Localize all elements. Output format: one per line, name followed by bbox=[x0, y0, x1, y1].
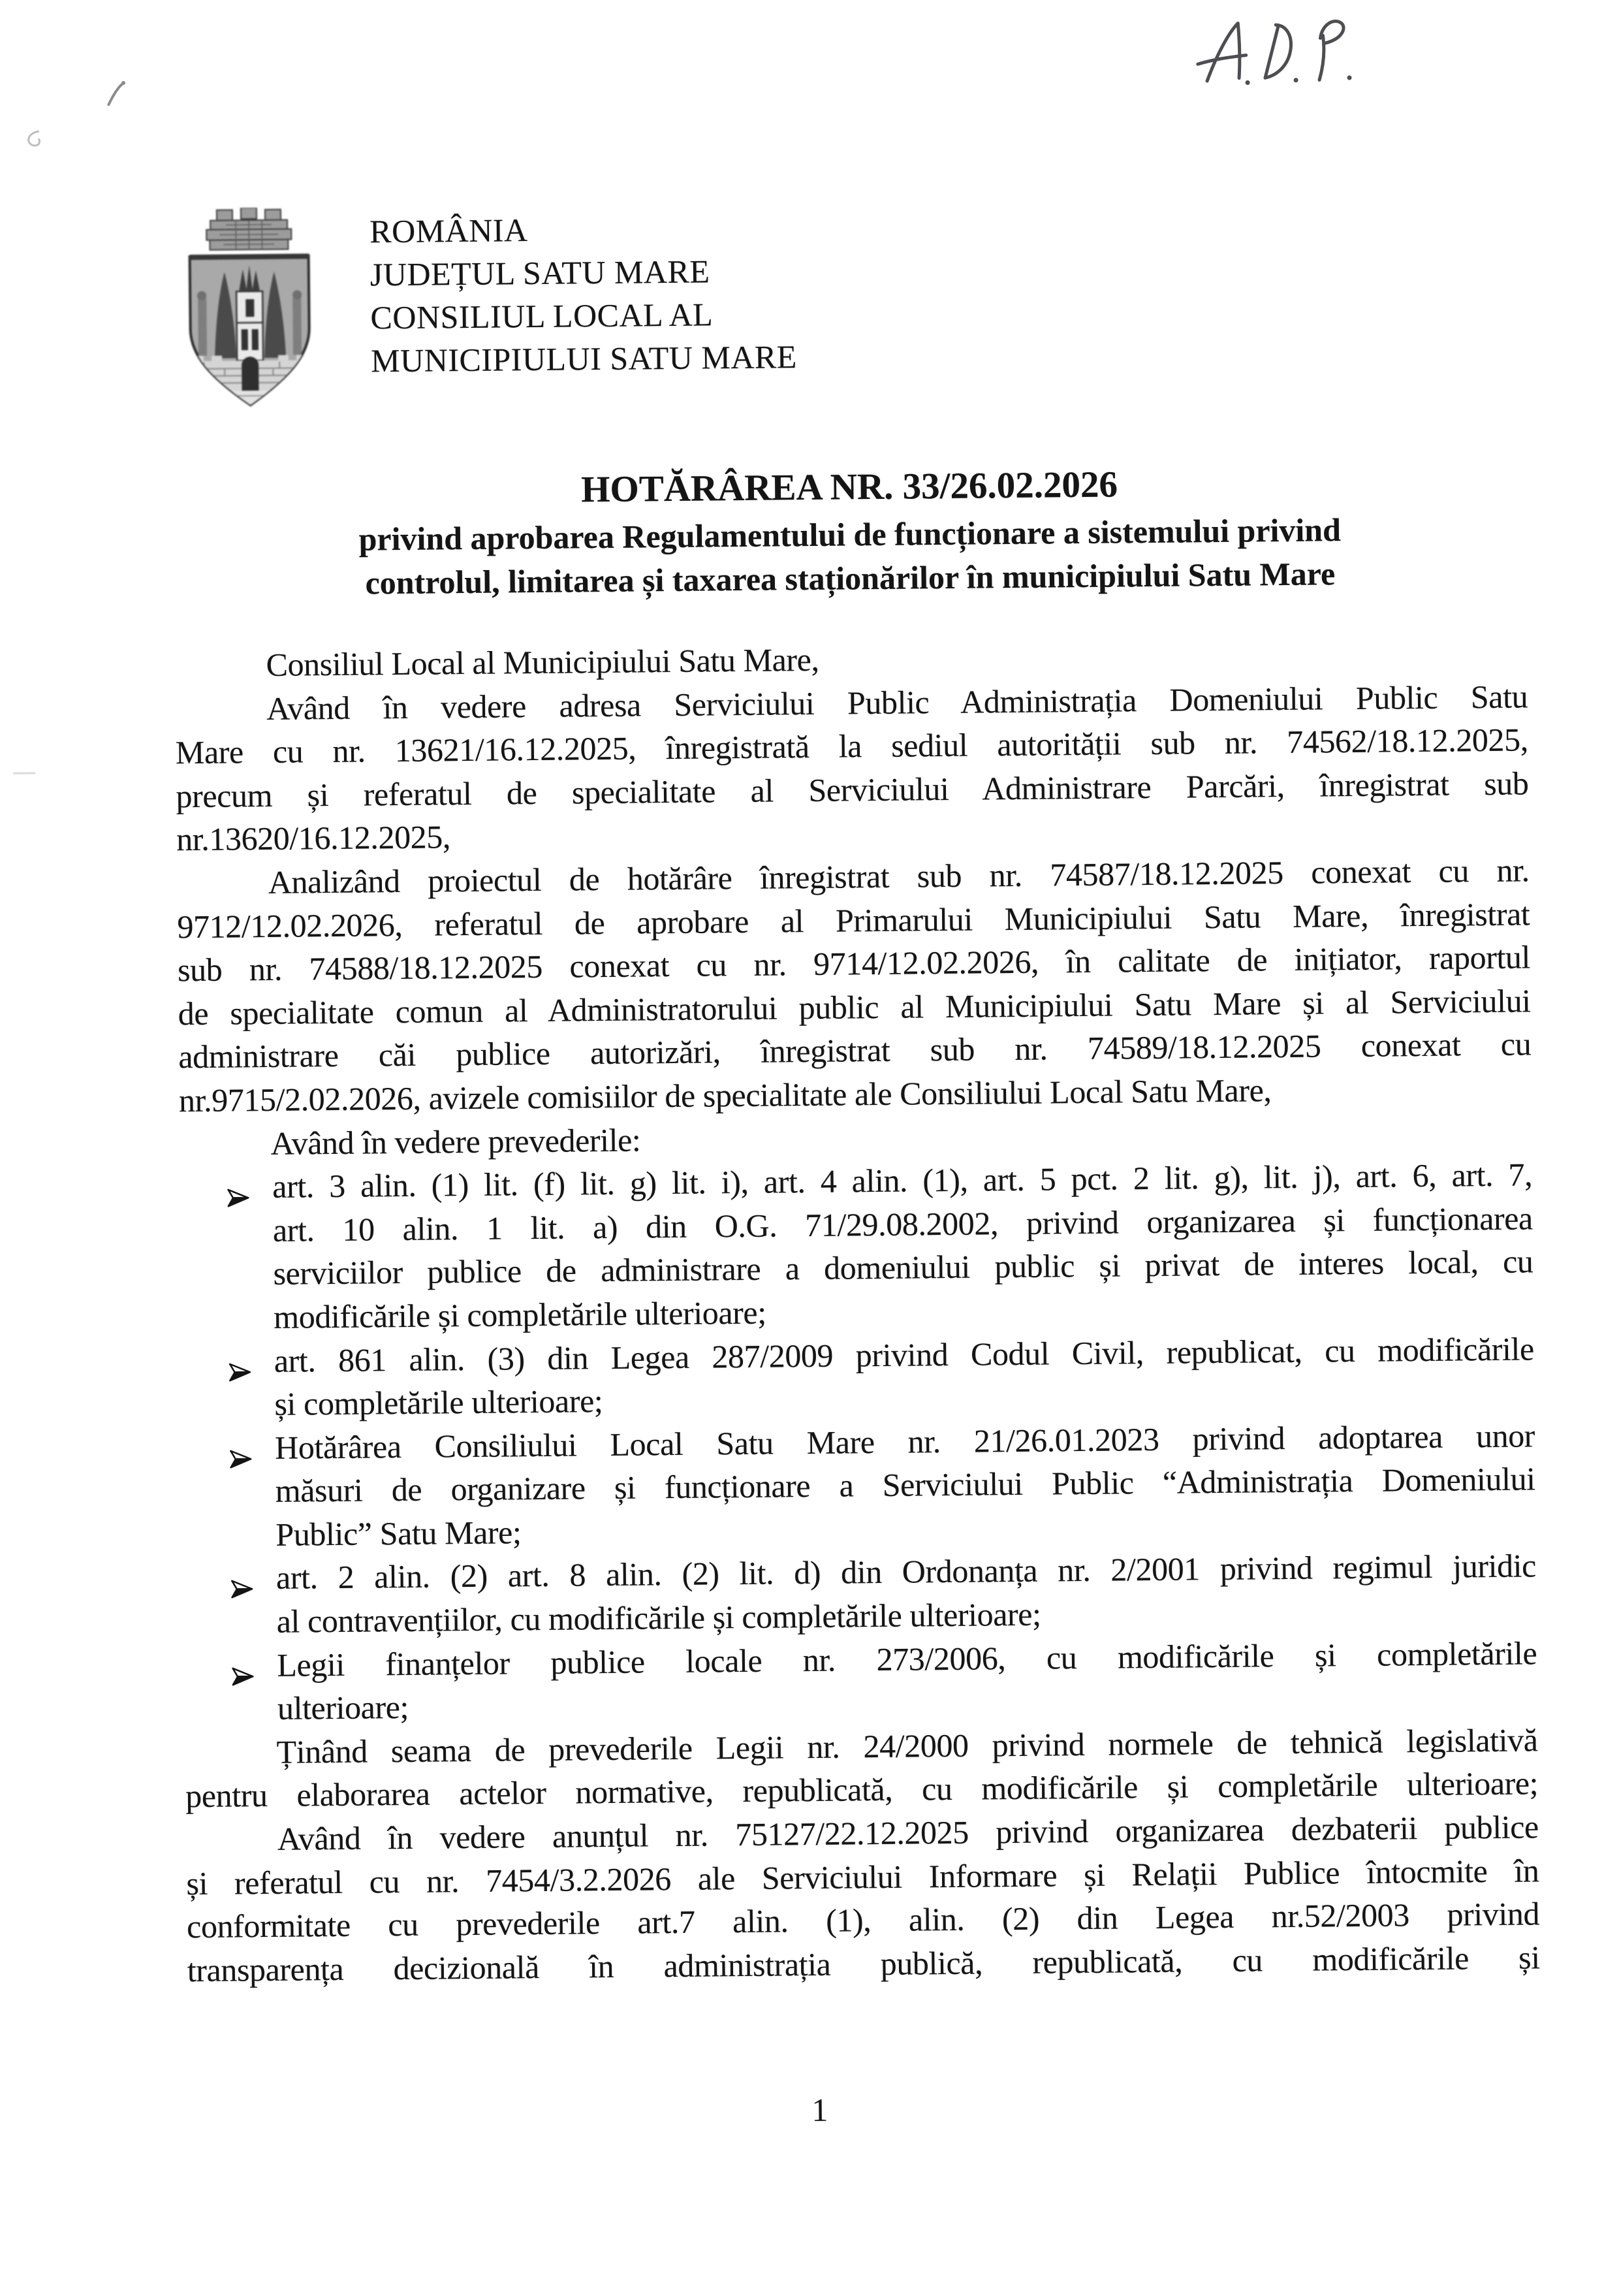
document-title: HOTĂRÂREA NR. 33/26.02.2026 bbox=[173, 458, 1526, 517]
pen-mark-icon bbox=[103, 80, 129, 108]
body-line: serviciilor publice de administrare a domeniului public și privat de interes local, cu bbox=[180, 1240, 1533, 1296]
list-item: art. 2 alin. (2) art. 8 alin. (2) lit. d) din Ordonanța nr. 2/2001 privind regimul juridic bbox=[183, 1544, 1537, 1601]
body-line: nr.9715/2.02.2026, avizele comisiilor de specialitate ale Consiliului Local Satu Mare, bbox=[179, 1066, 1532, 1122]
arrow-bullet-icon bbox=[225, 1175, 250, 1196]
arrow-bullet-icon bbox=[229, 1567, 254, 1588]
body-line: modificările și completările ulterioare; bbox=[181, 1283, 1534, 1339]
body-line: Consiliul Local al Municipiului Satu Mare, bbox=[174, 631, 1528, 687]
arrow-bullet-icon bbox=[227, 1350, 252, 1371]
body-line: Ținând seama de prevederile Legii nr. 24/2000 privind normele de tehnică legislativă bbox=[185, 1718, 1538, 1774]
body-line: măsuri de organizare și funcționare a Serviciului Public “Administrația Domeniului bbox=[182, 1458, 1535, 1514]
header-line-county: JUDEȚUL SATU MARE bbox=[370, 249, 796, 296]
arrow-bullet-icon bbox=[228, 1437, 253, 1458]
body-line: administrare căi publice autorizări, înregistrat sub nr. 74589/18.12.2025 conexat cu bbox=[178, 1023, 1532, 1079]
list-item: art. 3 alin. (1) lit. (f) lit. g) lit. i), art. 4 alin. (1), art. 5 pct. 2 lit. g), lit. j), art. 6, art. 7, bbox=[180, 1153, 1533, 1209]
scan-artifact bbox=[13, 770, 37, 776]
document-subtitle bbox=[173, 506, 1526, 607]
subtitle-line-2: controlul, limitarea și taxarea staționărilor în municipiului Satu Mare bbox=[174, 550, 1527, 607]
body-line: nr.13620/16.12.2025, bbox=[176, 805, 1530, 861]
body-line: ulterioare; bbox=[185, 1675, 1538, 1731]
body-line: Având în vedere anunțul nr. 75127/22.12.2025 privind organizarea dezbaterii publice bbox=[186, 1805, 1539, 1861]
header-org-block bbox=[369, 206, 797, 382]
body-line: sub nr. 74588/18.12.2025 conexat cu nr. 9714/12.02.2026, în calitate de inițiator, raportul bbox=[178, 936, 1531, 992]
page-number: 1 bbox=[10, 2081, 1619, 2139]
body-line: Având în vedere prevederile: bbox=[179, 1109, 1532, 1166]
header-line-country: ROMÂNIA bbox=[369, 206, 796, 253]
list-item: Hotărârea Consiliului Local Satu Mare nr. 21/26.01.2023 privind adoptarea unor bbox=[182, 1414, 1535, 1470]
body-line: și completările ulterioare; bbox=[181, 1370, 1535, 1426]
body-line: precum și referatul de specialitate al Serviciului Administrare Parcări, înregistrat sub bbox=[176, 761, 1529, 818]
body-line: conformitate cu prevederile art.7 alin. (1), alin. (2) din Legea nr.52/2003 privind bbox=[187, 1892, 1540, 1949]
header-line-municipality: MUNICIPIULUI SATU MARE bbox=[371, 335, 797, 382]
body-line: 9712/12.02.2026, referatul de aprobare al Primarului Municipiului Satu Mare, înregistrat bbox=[177, 892, 1530, 948]
body-line: art. 10 alin. 1 lit. a) din O.G. 71/29.08.2002, privind organizarea și funcționarea bbox=[180, 1196, 1533, 1252]
body-line: Având în vedere adresa Serviciului Public Administrația Domeniului Public Satu bbox=[175, 675, 1528, 731]
body-line: al contravențiilor, cu modificările și completările ulterioare; bbox=[183, 1587, 1537, 1644]
body-text bbox=[174, 631, 1540, 1992]
coat-of-arms-satu-mare bbox=[180, 207, 319, 411]
subtitle-line-1: privind aprobarea Regulamentului de funcționare a sistemului privind bbox=[173, 506, 1526, 563]
body-line: Mare cu nr. 13621/16.12.2025, înregistrată la sediul autorității sub nr. 74562/18.12.2025, bbox=[176, 718, 1529, 774]
list-item: Legii finanțelor publice locale nr. 273/2006, cu modificările și completările bbox=[184, 1631, 1537, 1687]
header-line-council: CONSILIUL LOCAL AL bbox=[370, 292, 796, 339]
body-line: și referatul cu nr. 7454/3.2.2026 ale Serviciului Informare și Relații Publice întocmite în bbox=[186, 1849, 1539, 1905]
handwritten-annotation-adp bbox=[1195, 14, 1365, 107]
pen-squiggle-icon bbox=[22, 129, 50, 151]
body-line: pentru elaborarea actelor normative, republicată, cu modificările și completările ulterioare; bbox=[185, 1762, 1539, 1818]
list-item: art. 861 alin. (3) din Legea 287/2009 privind Codul Civil, republicat, cu modificările bbox=[181, 1327, 1535, 1383]
body-line: Analizând proiectul de hotărâre înregistrat sub nr. 74587/18.12.2025 conexat cu nr. bbox=[176, 848, 1530, 904]
body-line: Public” Satu Mare; bbox=[183, 1501, 1536, 1557]
arrow-bullet-icon bbox=[230, 1654, 255, 1675]
body-line: transparența decizională în administrația publică, republicată, cu modificările și bbox=[187, 1936, 1540, 1992]
body-line: de specialitate comun al Administratorului public al Municipiului Satu Mare și al Serviciului bbox=[178, 979, 1531, 1035]
